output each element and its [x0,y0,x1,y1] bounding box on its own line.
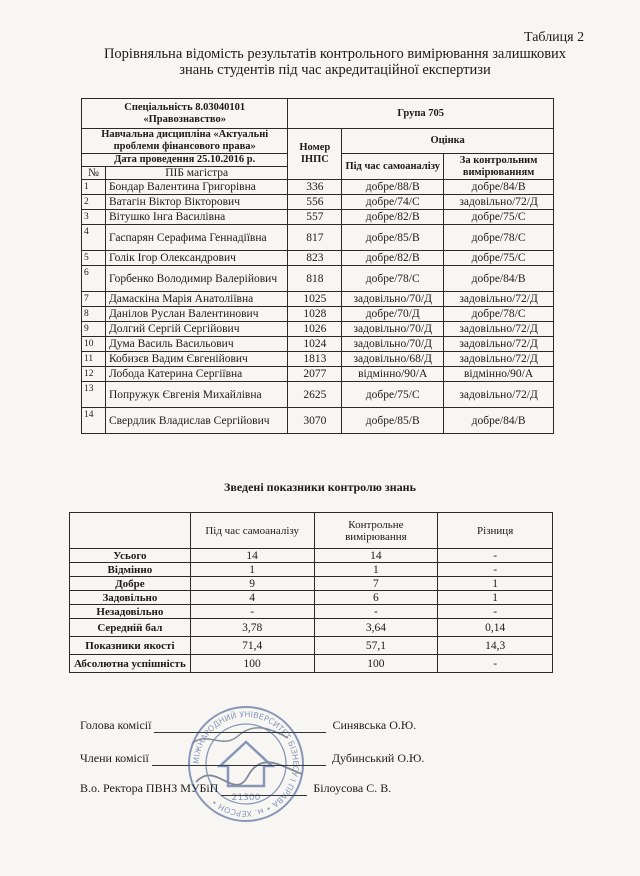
student-name: Голік Ігор Олександрович [105,251,287,266]
summary-label: Відмінно [70,563,191,577]
student-name: Дума Василь Васильович [105,337,287,352]
student-row [82,307,554,322]
self-grade: добре/85/В [342,225,444,251]
summary-diff-header: Різниця [438,513,553,549]
summary-row [70,563,553,577]
summary-self: 4 [190,591,314,605]
student-number: 14 [82,408,106,434]
student-row [82,352,554,367]
self-grade: задовільно/70/Д [342,292,444,307]
title-line-1: Порівняльна відомість результатів контрольного вимірювання залишкових [103,46,567,62]
svg-text:21300: 21300 [231,793,261,803]
student-id: 818 [288,266,342,292]
student-number: 2 [82,195,106,210]
summary-control: 57,1 [314,637,438,655]
date-cell: Дата проведення 25.10.2016 р. [82,154,288,167]
control-grade: добре/84/В [444,408,554,434]
title-line-2: знань студентів під час акредитаційної експертизи [179,62,491,78]
summary-control: 3,64 [314,619,438,637]
self-grade: добре/74/С [342,195,444,210]
student-id: 2077 [288,367,342,382]
rector-label: В.о. Ректора ПВНЗ МУБіП [80,781,219,795]
summary-label: Задовільно [70,591,191,605]
control-grade: задовільно/72/Д [444,352,554,367]
student-number: 13 [82,382,106,408]
summary-label: Добре [70,577,191,591]
student-id: 1025 [288,292,342,307]
self-grade: добре/75/С [342,382,444,408]
summary-row [70,591,553,605]
student-number: 11 [82,352,106,367]
summary-label: Показники якості [70,637,191,655]
student-row [82,408,554,434]
student-name: Вітушко Інга Василівна [105,210,287,225]
student-id: 1813 [288,352,342,367]
self-header: Під час самоаналізу [342,154,444,180]
num-header: № [82,167,106,180]
summary-self: 71,4 [190,637,314,655]
members-label: Члени комісії [80,751,149,765]
summary-diff: 0,14 [438,619,553,637]
control-grade: добре/75/С [444,210,554,225]
summary-diff: - [438,549,553,563]
specialty-cell: Спеціальність 8.03040101 «Правознавство» [82,99,288,129]
summary-self: 3,78 [190,619,314,637]
summary-row [70,655,553,673]
self-grade: добре/78/С [342,266,444,292]
summary-label: Абсолютна успішність [70,655,191,673]
name-header: ПІБ магістра [105,167,287,180]
student-number: 10 [82,337,106,352]
student-row [82,195,554,210]
student-id: 3070 [288,408,342,434]
student-id: 2625 [288,382,342,408]
student-number: 1 [82,180,106,195]
chair-label: Голова комісії [80,718,152,732]
summary-control: 14 [314,549,438,563]
student-name: Бондар Валентина Григорівна [105,180,287,195]
summary-row [70,619,553,637]
student-name: Свердлик Владислав Сергійович [105,408,287,434]
student-name: Дамаскіна Марія Анатоліївна [105,292,287,307]
summary-control: 6 [314,591,438,605]
summary-self: 9 [190,577,314,591]
summary-row [70,549,553,563]
summary-diff: - [438,605,553,619]
rector-name: Білоусова С. В. [313,781,392,795]
grade-header: Оцінка [342,129,554,154]
summary-control: 1 [314,563,438,577]
student-row [82,322,554,337]
student-number: 12 [82,367,106,382]
self-grade: відмінно/90/А [342,367,444,382]
student-name: Данілов Руслан Валентинович [105,307,287,322]
summary-label: Середній бал [70,619,191,637]
student-row [82,382,554,408]
student-name: Долгий Сергій Сергійович [105,322,287,337]
student-number: 5 [82,251,106,266]
student-row [82,251,554,266]
university-seal [186,704,306,824]
student-name: Горбенко Володимир Валерійович [105,266,287,292]
control-grade: добре/78/С [444,225,554,251]
summary-row [70,605,553,619]
summary-self: - [190,605,314,619]
control-grade: добре/78/С [444,307,554,322]
student-id: 823 [288,251,342,266]
student-row [82,225,554,251]
control-grade: задовільно/72/Д [444,337,554,352]
results-table [81,98,554,434]
student-number: 4 [82,225,106,251]
student-row [82,210,554,225]
student-id: 1026 [288,322,342,337]
student-number: 9 [82,322,106,337]
control-header: За контрольним вимірюванням [444,154,554,180]
summary-self-header: Під час самоаналізу [190,513,314,549]
student-name: Кобизєв Вадим Євгенійович [105,352,287,367]
student-name: Гаспарян Серафима Геннадіївна [105,225,287,251]
student-row [82,367,554,382]
summary-diff: 14,3 [438,637,553,655]
summary-diff: 1 [438,591,553,605]
summary-control: 7 [314,577,438,591]
student-row [82,337,554,352]
student-name: Лобода Катерина Сергіївна [105,367,287,382]
self-grade: добре/82/В [342,210,444,225]
members-name: Дубинський О.Ю. [331,751,425,765]
student-name: Попружук Євгенія Михайлівна [105,382,287,408]
control-grade: відмінно/90/А [444,367,554,382]
summary-control: 100 [314,655,438,673]
control-grade: задовільно/72/Д [444,195,554,210]
student-id: 1024 [288,337,342,352]
svg-text:МІЖНАРОДНИЙ УНІВЕРСИТЕТ БІЗНЕС: МІЖНАРОДНИЙ УНІВЕРСИТЕТ БІЗНЕСУ І ПРАВА • м. ХЕРСОН • [191,709,301,819]
control-grade: задовільно/72/Д [444,322,554,337]
summary-diff: 1 [438,577,553,591]
student-id: 556 [288,195,342,210]
self-grade: добре/88/В [342,180,444,195]
student-id: 336 [288,180,342,195]
self-grade: задовільно/70/Д [342,337,444,352]
summary-row [70,577,553,591]
summary-table [69,512,553,673]
summary-control: - [314,605,438,619]
control-grade: задовільно/72/Д [444,382,554,408]
summary-control-header: Контрольне вимірювання [314,513,438,549]
student-row [82,292,554,307]
summary-label: Усього [70,549,191,563]
summary-title: Зведені показники контролю знань [224,480,416,494]
self-grade: добре/82/В [342,251,444,266]
self-grade: добре/85/В [342,408,444,434]
control-grade: задовільно/72/Д [444,292,554,307]
summary-diff: - [438,563,553,577]
student-row [82,180,554,195]
summary-label: Незадовільно [70,605,191,619]
control-grade: добре/84/В [444,180,554,195]
table-number: Таблиця 2 [524,30,585,45]
student-number: 8 [82,307,106,322]
student-number: 3 [82,210,106,225]
student-row [82,266,554,292]
student-id: 1028 [288,307,342,322]
group-cell: Група 705 [288,99,554,129]
self-grade: задовільно/70/Д [342,322,444,337]
self-grade: задовільно/68/Д [342,352,444,367]
summary-self: 100 [190,655,314,673]
summary-self: 1 [190,563,314,577]
student-name: Ватагін Віктор Вікторович [105,195,287,210]
student-number: 6 [82,266,106,292]
self-grade: добре/70/Д [342,307,444,322]
document-title [95,46,575,78]
discipline-cell: Навчальна дисципліна «Актуальні проблеми фінансового права» [82,129,288,154]
student-number: 7 [82,292,106,307]
student-id: 817 [288,225,342,251]
control-grade: добре/84/В [444,266,554,292]
student-id: 557 [288,210,342,225]
summary-diff: - [438,655,553,673]
chair-name: Синявська О.Ю. [332,718,417,732]
summary-self: 14 [190,549,314,563]
id-header: Номер ІНПС [288,129,342,180]
summary-corner [70,513,191,549]
control-grade: добре/75/С [444,251,554,266]
summary-row [70,637,553,655]
